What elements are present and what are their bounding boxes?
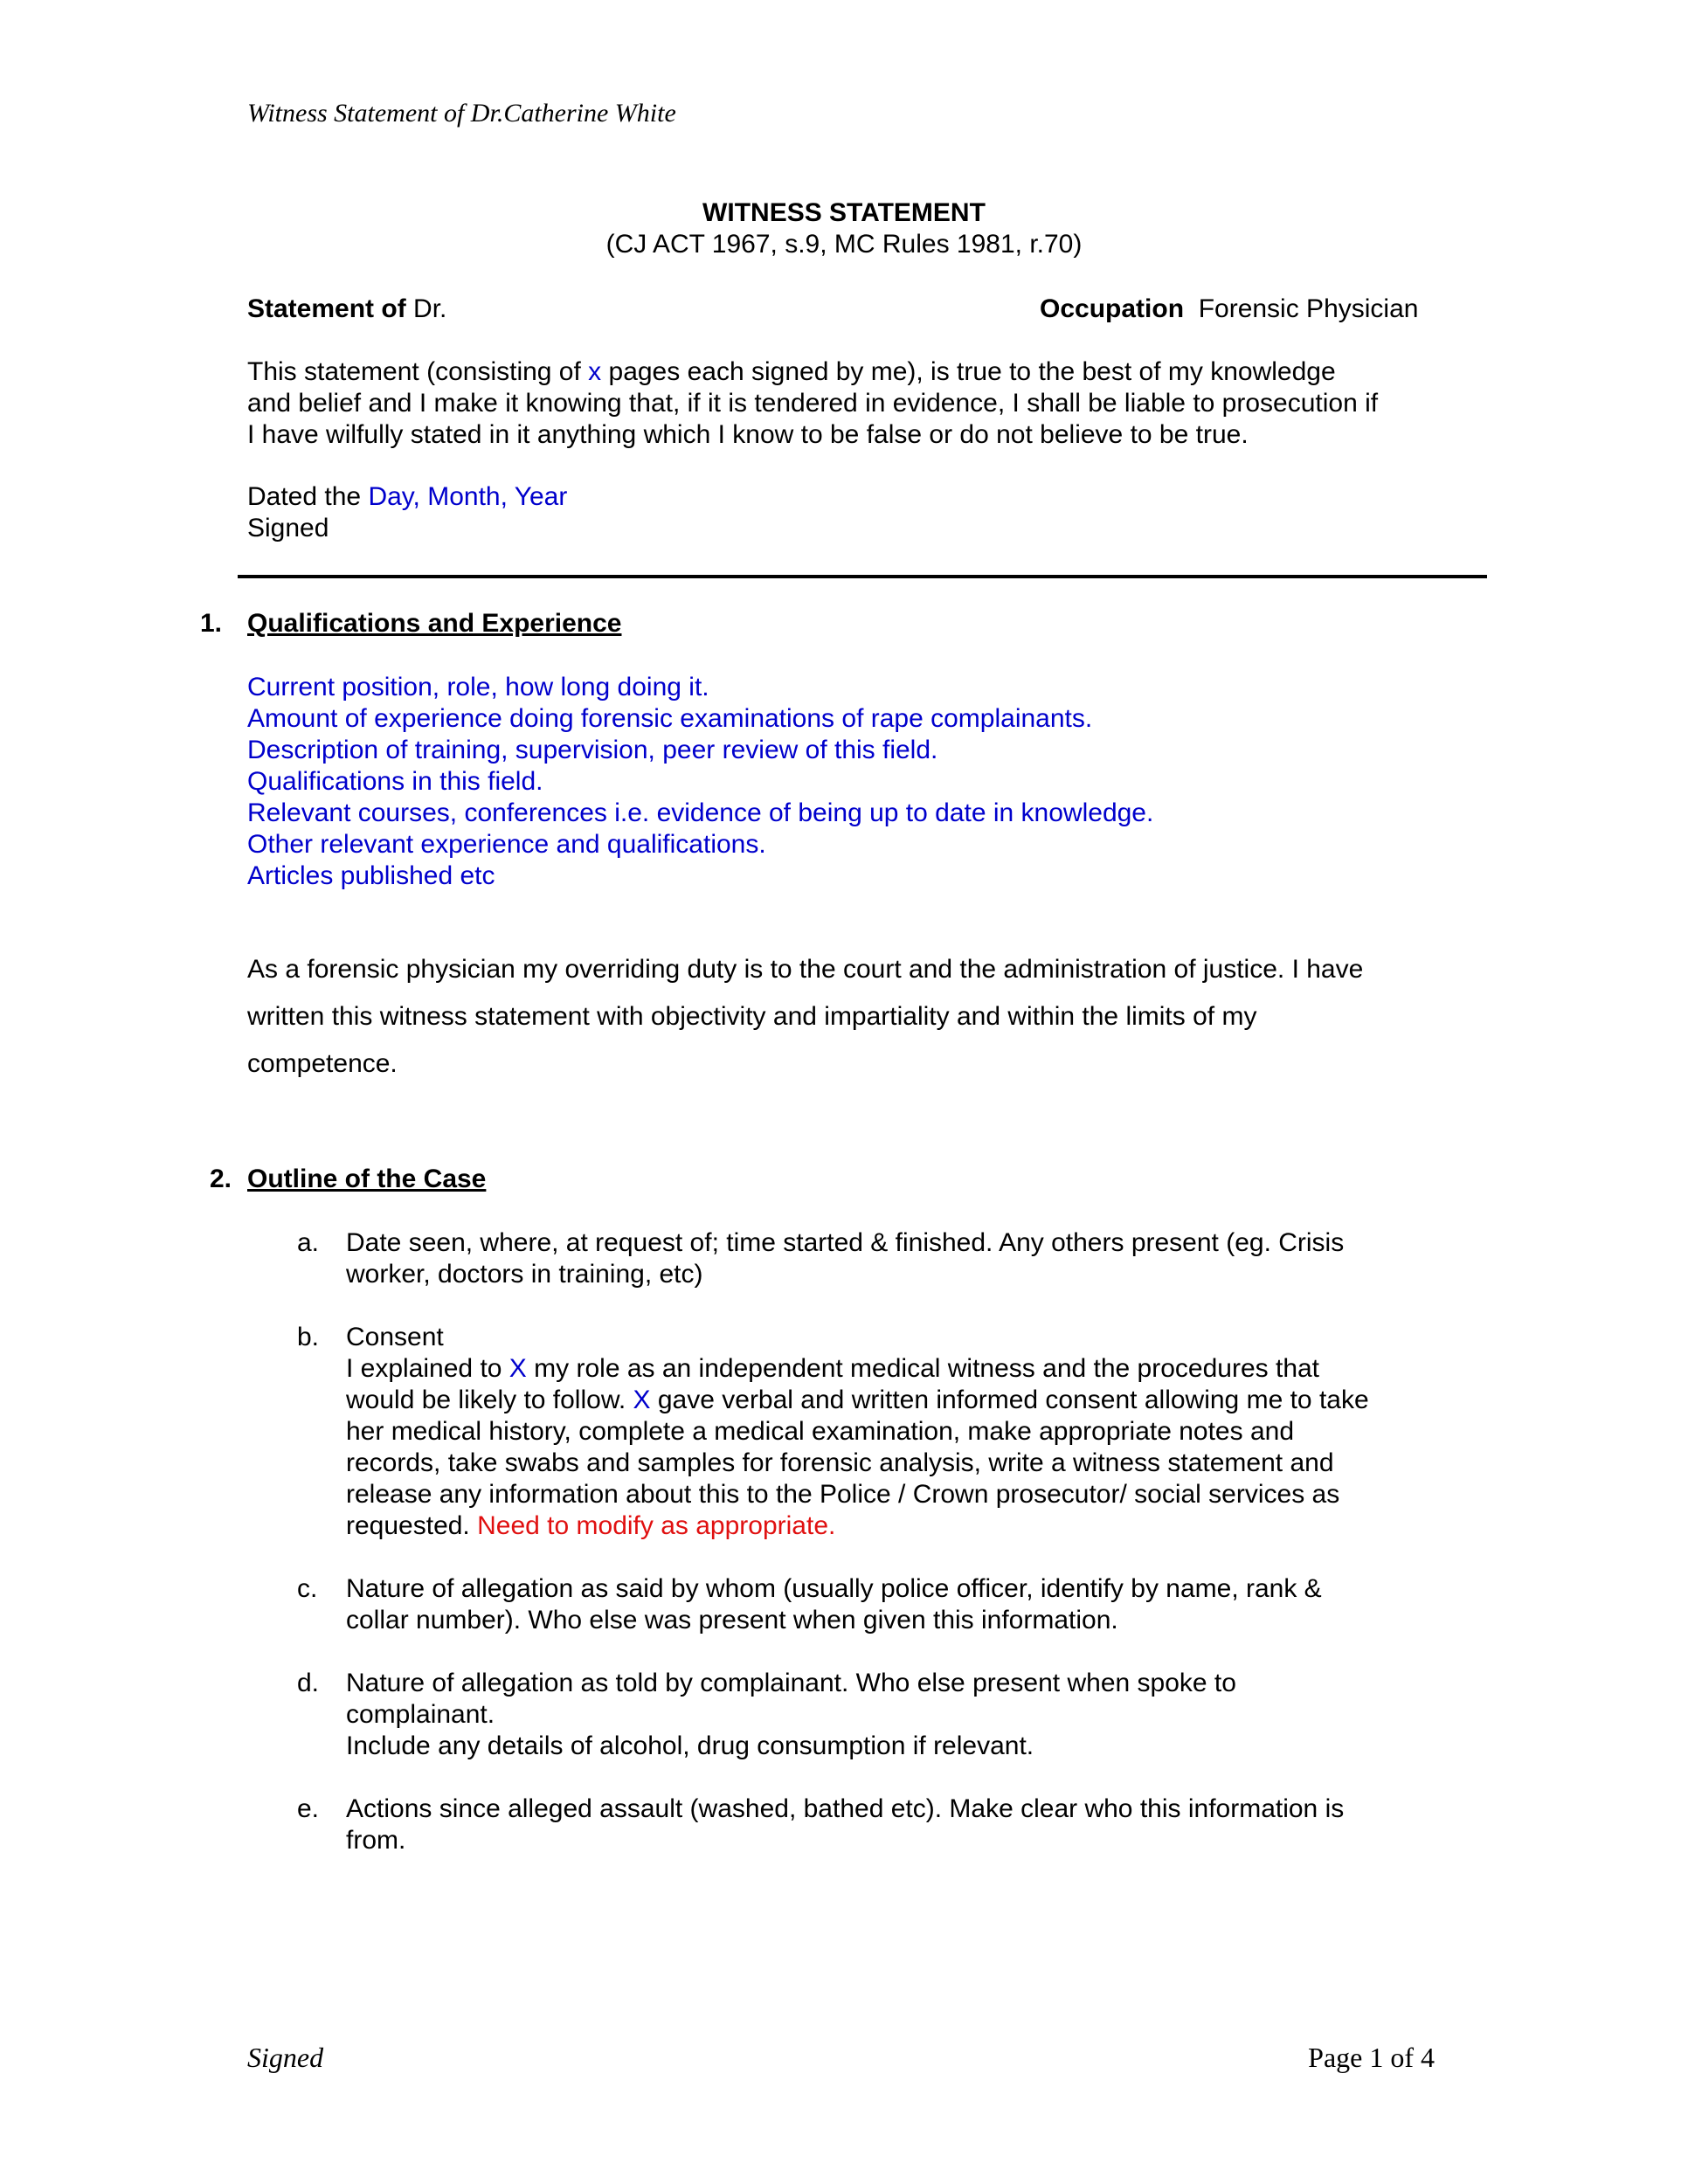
date-placeholder: Day, Month, Year: [368, 482, 568, 511]
running-header: Witness Statement of Dr.Catherine White: [247, 99, 676, 128]
dated-line: Dated the Day, Month, Year: [247, 482, 568, 511]
document-subtitle: (CJ ACT 1967, s.9, MC Rules 1981, r.70): [605, 230, 1083, 259]
item-c-letter: c.: [297, 1574, 318, 1603]
duty-line: As a forensic physician my overriding duty is to the court and the administration of justice. I have: [247, 955, 1364, 984]
item-e-body: Actions since alleged assault (washed, bathed etc). Make clear who this information is from.: [346, 1794, 1345, 1855]
section-1-number: 1.: [200, 609, 223, 638]
occupation-row: [1040, 294, 1418, 324]
footer-signed: Signed: [247, 2042, 324, 2073]
occupation-value: Forensic Physician: [1198, 294, 1419, 323]
prompt-item: Current position, role, how long doing it.: [247, 673, 709, 702]
item-d-body: Nature of allegation as told by complainant. Who else present when spoke to complainant. Include any details of alcohol, drug consumption if relevant.: [346, 1669, 1236, 1760]
item-b-letter: b.: [297, 1323, 320, 1351]
declaration-line-1: This statement (consisting of x pages each signed by me), is true to the best of my knowledge: [247, 357, 1336, 386]
duty-paragraph: [247, 946, 1470, 1088]
item-e-letter: e.: [297, 1794, 320, 1823]
prompt-item: Other relevant experience and qualifications.: [247, 830, 766, 859]
item-b-body: Consent I explained to X my role as an independent medical witness and the procedures that would be likely to follow. X gave verbal and written informed consent allowing me to take her medical history, complete a medical examination, make appropriate notes and records, take swabs and samples for forensic analysis, write a witness statement and release any information about this to the Police / Crown prosecutor/ social services as requested. Need to modify as appropriate.: [346, 1322, 1438, 1542]
document-title: WITNESS STATEMENT: [702, 198, 986, 227]
modify-note: Need to modify as appropriate.: [477, 1511, 836, 1540]
dated-signed-block: [247, 481, 1470, 544]
prompt-item: Articles published etc: [247, 861, 495, 890]
declaration-line-2: and belief and I make it knowing that, if it is tendered in evidence, I shall be liable to prosecution if: [247, 389, 1379, 418]
section-1-title: Qualifications and Experience: [247, 609, 622, 638]
prompt-item: Qualifications in this field.: [247, 767, 543, 796]
statement-of-label: Statement of: [247, 294, 406, 323]
statement-of-row: [247, 294, 446, 324]
complainant-placeholder: X: [508, 1354, 527, 1383]
item-a-letter: a.: [297, 1228, 320, 1257]
duty-line: competence.: [247, 1049, 398, 1078]
prompt-item: Amount of experience doing forensic examinations of rape complainants.: [247, 704, 1093, 733]
signed-line: Signed: [247, 514, 329, 543]
item-c-body: Nature of allegation as said by whom (usually police officer, identify by name, rank & collar number). Who else was present when given this information.: [346, 1574, 1322, 1635]
statement-of-value: Dr.: [413, 294, 447, 323]
duty-line: written this witness statement with objectivity and impartiality and within the limits of my: [247, 1002, 1257, 1031]
consent-heading: Consent: [346, 1323, 444, 1351]
complainant-placeholder: X: [633, 1386, 651, 1414]
title-block: [0, 197, 1688, 260]
prompt-item: Relevant courses, conferences i.e. evidence of being up to date in knowledge.: [247, 798, 1154, 827]
item-d-letter: d.: [297, 1669, 320, 1697]
declaration-line-3: I have wilfully stated in it anything which I know to be false or do not believe to be true.: [247, 420, 1249, 449]
item-a-body: Date seen, where, at request of; time started & finished. Any others present (eg. Crisis worker, doctors in training, etc): [346, 1228, 1345, 1289]
section-2-title: Outline of the Case: [247, 1165, 487, 1193]
pages-placeholder: x: [588, 357, 602, 386]
section-2-number: 2.: [210, 1165, 232, 1193]
occupation-label: Occupation: [1040, 294, 1185, 323]
divider-rule: [238, 575, 1487, 578]
qualification-prompts: [247, 672, 1470, 892]
prompt-item: Description of training, supervision, peer review of this field.: [247, 736, 938, 764]
declaration-paragraph: [247, 356, 1470, 451]
footer-page-number: Page 1 of 4: [1308, 2042, 1435, 2073]
